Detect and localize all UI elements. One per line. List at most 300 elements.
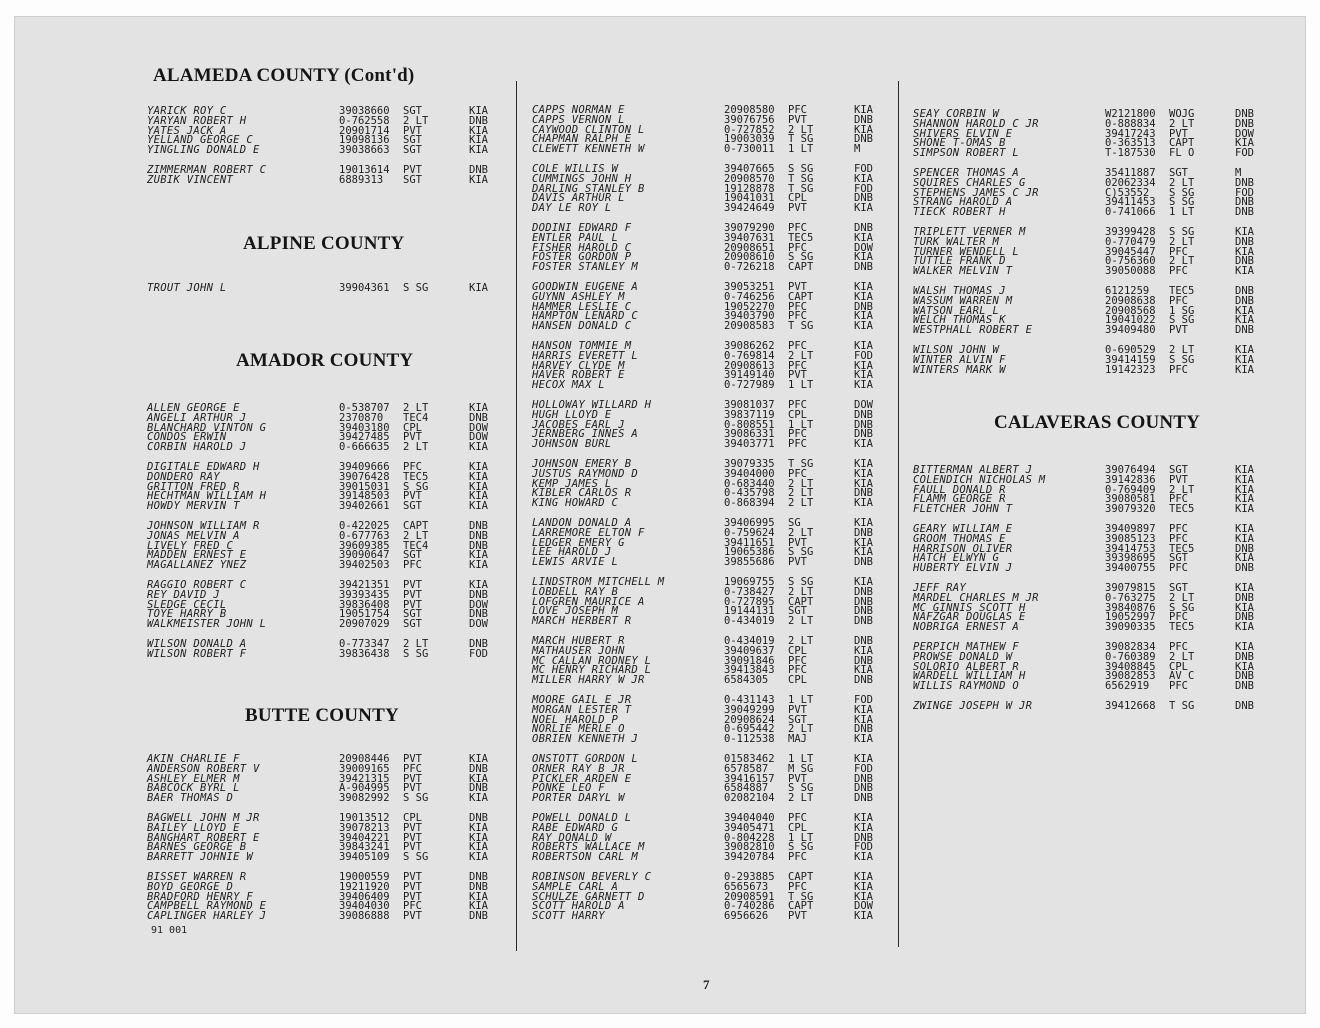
rank: SGT <box>403 500 422 513</box>
status-code: DNB <box>854 526 873 539</box>
serial-number: 0-760389 <box>1105 650 1156 663</box>
serial-number: 0-746256 <box>724 290 775 303</box>
casualty-name: GUYNN ASHLEY M <box>532 290 625 303</box>
status-code: DNB <box>854 222 873 234</box>
status-code: DNB <box>854 723 873 736</box>
rank: PVT <box>788 772 807 785</box>
rank: PVT <box>403 910 422 923</box>
rank: SG <box>788 517 801 529</box>
rank: TEC5 <box>1169 503 1195 516</box>
status-code: DNB <box>469 638 488 650</box>
status-code: KIA <box>854 576 873 588</box>
serial-number: 0-431143 <box>724 694 775 706</box>
casualty-name: HARRISON OLIVER <box>913 542 1013 555</box>
casualty-name: FOSTER STANLEY M <box>532 261 638 274</box>
serial-number: 0-727852 <box>724 123 775 136</box>
casualty-name: JOHNSON BURL <box>532 438 612 451</box>
serial-number: 39403790 <box>724 310 775 323</box>
casualty-name: MC HENRY RICHARD L <box>532 664 652 677</box>
rank: S SG <box>788 841 814 854</box>
casualty-name: HANSON TOMMIE M <box>532 340 632 352</box>
rank: PVT <box>788 113 807 126</box>
status-code: KIA <box>854 359 873 372</box>
status-code: KIA <box>1235 464 1254 476</box>
status-code: KIA <box>469 831 488 844</box>
status-code: KIA <box>469 500 488 513</box>
status-code: DNB <box>1235 117 1254 130</box>
serial-number: 35411887 <box>1105 167 1156 179</box>
status-code: DNB <box>854 831 873 844</box>
rank: PFC <box>788 222 807 234</box>
serial-number: 39076494 <box>1105 464 1156 476</box>
serial-number: 39050088 <box>1105 265 1156 278</box>
status-code: KIA <box>469 753 488 765</box>
casualty-name: WASSUM WARREN M <box>913 294 1013 307</box>
casualty-row <box>532 735 892 745</box>
rank: 2 LT <box>788 526 814 539</box>
rank: TEC5 <box>1169 542 1195 555</box>
serial-number: 19098136 <box>339 134 390 147</box>
status-code: KIA <box>469 772 488 785</box>
rank: CAPT <box>788 290 814 303</box>
status-code: KIA <box>469 441 488 454</box>
status-code: DNB <box>1235 324 1254 337</box>
rank: CPL <box>403 812 422 824</box>
serial-number: 20908580 <box>724 104 775 116</box>
status-code: KIA <box>854 880 873 893</box>
casualty-name: WILSON DONALD A <box>147 638 247 650</box>
rank: CAPT <box>1169 137 1195 150</box>
rank: PVT <box>403 579 422 591</box>
serial-number: 0-769814 <box>724 349 775 362</box>
casualty-name: LARREMORE ELTON F <box>532 526 645 539</box>
rank: PVT <box>788 703 807 716</box>
casualty-name: NOEL HAROLD P <box>532 713 619 726</box>
rank: PVT <box>403 821 422 834</box>
column-divider-1 <box>516 81 517 951</box>
casualty-name: MORGAN LESTER T <box>532 703 632 716</box>
casualty-name: YATES JACK A <box>147 124 227 137</box>
rank: PFC <box>788 438 807 451</box>
rank: PFC <box>1169 532 1188 545</box>
rank: T SG <box>788 172 814 185</box>
casualty-name: PICKLER ARDEN E <box>532 772 632 785</box>
status-code: DNB <box>469 164 488 176</box>
casualty-name: BAGWELL JOHN M JR <box>147 812 260 824</box>
serial-number: 19013614 <box>339 164 390 176</box>
status-code: DNB <box>854 428 873 441</box>
serial-number: 0-434019 <box>724 615 775 628</box>
rank: SGT <box>1169 582 1188 594</box>
serial-number: 19003039 <box>724 133 775 146</box>
footer-code: 91 001 <box>151 925 188 936</box>
serial-number: 39400755 <box>1105 562 1156 575</box>
serial-number: 19052997 <box>1105 611 1156 624</box>
status-code: DNB <box>469 762 488 775</box>
serial-number: 0-741066 <box>1105 206 1156 219</box>
rank: 2 LT <box>1169 344 1195 356</box>
casualty-name: CAPPS VERNON L <box>532 113 625 126</box>
serial-number: 0-769409 <box>1105 483 1156 496</box>
rank: T SG <box>788 133 814 146</box>
county-heading: ALAMEDA COUNTY (Cont'd) <box>153 65 415 86</box>
serial-number: 39148503 <box>339 490 390 503</box>
serial-number: 39086262 <box>724 340 775 352</box>
rank: CAPT <box>788 900 814 913</box>
casualty-row <box>532 499 892 509</box>
status-code: FOD <box>854 762 873 775</box>
serial-number: 02082104 <box>724 792 775 805</box>
status-code: DNB <box>469 539 488 552</box>
casualty-name: MARDEL CHARLES M JR <box>913 591 1039 604</box>
serial-number: 39081037 <box>724 399 775 411</box>
serial-number: 19000559 <box>339 871 390 883</box>
rank: S SG <box>403 282 429 294</box>
casualty-row <box>147 146 507 156</box>
rank: PFC <box>788 812 807 824</box>
rank: PVT <box>403 753 422 765</box>
rank: 2 LT <box>788 349 814 362</box>
rank: PFC <box>788 467 807 480</box>
rank: PFC <box>788 359 807 372</box>
rank: PVT <box>788 202 807 215</box>
casualty-row <box>532 853 892 863</box>
rank: PVT <box>788 536 807 549</box>
serial-number: 0-888834 <box>1105 117 1156 130</box>
rank: PFC <box>788 654 807 667</box>
rank: SGT <box>403 173 422 186</box>
casualty-name: CAPPS NORMAN E <box>532 104 625 116</box>
serial-number: 0-677763 <box>339 529 390 542</box>
casualty-name: GOODWIN EUGENE A <box>532 281 638 293</box>
serial-number: 19065386 <box>724 546 775 559</box>
casualty-name: ORNER RAY B JR <box>532 762 625 775</box>
casualty-name: CHAPMAN RALPH E <box>532 133 632 146</box>
status-code: KIA <box>469 821 488 834</box>
status-code: KIA <box>854 871 873 883</box>
casualty-name: JACOBES EARL J <box>532 418 625 431</box>
serial-number: 39053251 <box>724 281 775 293</box>
rank: PFC <box>788 104 807 116</box>
casualty-name: JUSTUS RAYMOND D <box>532 467 638 480</box>
status-code: FOD <box>854 694 873 706</box>
casualty-name: OBRIEN KENNETH J <box>532 733 638 746</box>
casualty-row <box>147 853 507 863</box>
serial-number: 6584887 <box>724 782 769 795</box>
rank: PFC <box>788 310 807 323</box>
rank: SGT <box>1169 167 1188 179</box>
casualty-name: CORBIN HAROLD J <box>147 441 247 454</box>
casualty-row <box>147 620 507 630</box>
casualty-name: WINTER ALVIN F <box>913 353 1006 366</box>
rank: 2 LT <box>788 585 814 598</box>
rank: PVT <box>403 431 422 444</box>
serial-number: 20908570 <box>724 172 775 185</box>
rank: CPL <box>788 408 807 421</box>
rank: CPL <box>788 644 807 657</box>
casualty-name: KEMP JAMES L <box>532 477 612 490</box>
status-code: KIA <box>854 320 873 333</box>
serial-number: 0-756360 <box>1105 255 1156 268</box>
status-code: M <box>1235 167 1242 179</box>
status-code: DNB <box>854 408 873 421</box>
serial-number: 39045447 <box>1105 245 1156 258</box>
casualty-name: DIGITALE EDWARD H <box>147 461 260 473</box>
casualty-name: GRITTON FRED R <box>147 480 240 493</box>
status-code: DNB <box>1235 591 1254 604</box>
rank: S SG <box>403 792 429 805</box>
status-code: DNB <box>469 812 488 824</box>
status-code: KIA <box>854 281 873 293</box>
casualty-name: JONAS MELVIN A <box>147 529 240 542</box>
rank: TEC5 <box>1169 285 1195 297</box>
status-code: FOD <box>469 647 488 660</box>
serial-number: 0-868394 <box>724 497 775 510</box>
casualty-name: GEARY WILLIAM E <box>913 523 1013 535</box>
casualty-name: MADDEN ERNEST E <box>147 549 247 562</box>
casualty-name: SIMPSON ROBERT L <box>913 147 1019 160</box>
rank: S SG <box>1169 186 1195 199</box>
casualty-name: YINGLING DONALD E <box>147 144 260 157</box>
serial-number: 39393435 <box>339 588 390 601</box>
serial-number: 20908610 <box>724 251 775 264</box>
status-code: DNB <box>854 595 873 608</box>
serial-number: 39086888 <box>339 910 390 923</box>
status-code: KIA <box>469 461 488 473</box>
casualty-name: SAMPLE CARL A <box>532 880 619 893</box>
casualty-name: TIECK ROBERT H <box>913 206 1006 219</box>
serial-number: 39038663 <box>339 144 390 157</box>
status-code: KIA <box>854 812 873 824</box>
casualty-name: WARDELL WILLIAM H <box>913 670 1026 683</box>
serial-number: 39424649 <box>724 202 775 215</box>
rank: 2 LT <box>788 615 814 628</box>
rank: PVT <box>403 831 422 844</box>
status-code: KIA <box>854 369 873 382</box>
status-code: KIA <box>1235 532 1254 545</box>
rank: S SG <box>1169 196 1195 209</box>
casualty-name: WINTERS MARK W <box>913 363 1006 376</box>
casualty-name: HATCH ELWYN G <box>913 552 1000 565</box>
rank: 2 LT <box>403 441 429 454</box>
rank: T SG <box>788 320 814 333</box>
rank: 2 LT <box>788 123 814 136</box>
status-code: KIA <box>1235 363 1254 376</box>
rank: 2 LT <box>788 635 814 647</box>
status-code: KIA <box>854 910 873 923</box>
serial-number: 39079290 <box>724 222 775 234</box>
rank: CPL <box>1169 660 1188 673</box>
status-code: KIA <box>1235 552 1254 565</box>
rank: 2 LT <box>788 487 814 500</box>
status-code: KIA <box>469 890 488 903</box>
rank: 2 LT <box>788 723 814 736</box>
serial-number: 0-666635 <box>339 441 390 454</box>
status-code: KIA <box>854 733 873 746</box>
rank: MAJ <box>788 733 807 746</box>
serial-number: 19041022 <box>1105 314 1156 327</box>
status-code: DNB <box>854 487 873 500</box>
serial-number: 0-727895 <box>724 595 775 608</box>
rank: WOJG <box>1169 108 1195 120</box>
status-code: KIA <box>469 579 488 591</box>
casualty-name: DAY LE ROY L <box>532 202 612 215</box>
status-code: KIA <box>1235 226 1254 238</box>
serial-number: 39404040 <box>724 812 775 824</box>
column-divider-2 <box>898 81 899 947</box>
status-code: DNB <box>854 674 873 687</box>
serial-number: 39015031 <box>339 480 390 493</box>
casualty-row <box>147 794 507 804</box>
serial-number: 39836408 <box>339 598 390 611</box>
rank: S SG <box>1169 226 1195 238</box>
status-code: DNB <box>1235 285 1254 297</box>
status-code: KIA <box>854 713 873 726</box>
status-code: DOW <box>469 431 488 444</box>
casualty-name: HAVER ROBERT E <box>532 369 625 382</box>
status-code: DOW <box>469 618 488 631</box>
rank: TEC4 <box>403 539 429 552</box>
serial-number: 39402661 <box>339 500 390 513</box>
casualty-name: MOORE GAIL E JR <box>532 694 632 706</box>
status-code: KIA <box>854 703 873 716</box>
rank: PFC <box>1169 265 1188 278</box>
rank: SGT <box>403 134 422 147</box>
rank: PVT <box>403 880 422 893</box>
casualty-name: WELCH THOMAS K <box>913 314 1006 327</box>
rank: 2 LT <box>403 114 429 127</box>
serial-number: 20908446 <box>339 753 390 765</box>
serial-number: 39403180 <box>339 421 390 434</box>
casualty-row <box>532 440 892 450</box>
status-code: KIA <box>854 664 873 677</box>
casualty-name: BRADFORD HENRY F <box>147 890 253 903</box>
serial-number: 39085123 <box>1105 532 1156 545</box>
serial-number: 20901714 <box>339 124 390 137</box>
status-code: KIA <box>469 470 488 483</box>
casualty-name: BISSET WARREN R <box>147 871 247 883</box>
status-code: DNB <box>854 113 873 126</box>
status-code: DNB <box>1235 650 1254 663</box>
serial-number: 39411453 <box>1105 196 1156 209</box>
status-code: FOD <box>854 841 873 854</box>
status-code: KIA <box>854 231 873 244</box>
casualty-name: BARNES GEORGE B <box>147 841 247 854</box>
status-code: KIA <box>469 549 488 562</box>
status-code: KIA <box>854 467 873 480</box>
casualty-row <box>147 912 507 922</box>
casualty-row <box>532 676 892 686</box>
casualty-row <box>147 284 507 294</box>
rank: S SG <box>788 251 814 264</box>
rank: T SG <box>1169 700 1195 712</box>
rank: 2 LT <box>1169 591 1195 604</box>
serial-number: 19069755 <box>724 576 775 588</box>
serial-number: 19142323 <box>1105 363 1156 376</box>
rank: 2 LT <box>1169 650 1195 663</box>
rank: S SG <box>788 546 814 559</box>
status-code: KIA <box>854 644 873 657</box>
casualty-name: MC GINNIS SCOTT H <box>913 601 1026 614</box>
status-code: KIA <box>1235 493 1254 506</box>
status-code: KIA <box>1235 314 1254 327</box>
casualty-name: NORLIE MERLE O <box>532 723 625 736</box>
serial-number: 39420784 <box>724 851 775 864</box>
rank: PVT <box>403 124 422 137</box>
casualty-row <box>913 702 1273 712</box>
status-code: KIA <box>854 546 873 559</box>
casualty-name: ENTLER PAUL L <box>532 231 619 244</box>
casualty-name: ANDERSON ROBERT V <box>147 762 260 775</box>
rank: PFC <box>1169 363 1188 376</box>
casualty-name: REY DAVID J <box>147 588 220 601</box>
serial-number: 20908638 <box>1105 294 1156 307</box>
county-heading: ALPINE COUNTY <box>243 233 405 254</box>
status-code: KIA <box>854 340 873 352</box>
rank: S SG <box>788 163 814 175</box>
serial-number: 39413843 <box>724 664 775 677</box>
status-code: FOD <box>854 349 873 362</box>
status-code: KIA <box>854 438 873 451</box>
casualty-row <box>532 794 892 804</box>
casualty-name: HARRIS EVERETT L <box>532 349 638 362</box>
rank: CPL <box>788 674 807 687</box>
rank: CAPT <box>403 520 429 532</box>
serial-number: 39142836 <box>1105 473 1156 486</box>
rank: 2 LT <box>1169 117 1195 130</box>
status-code: DNB <box>854 192 873 205</box>
rank: PFC <box>1169 562 1188 575</box>
casualty-name: CAMPBELL RAYMOND E <box>147 900 267 913</box>
casualty-row <box>913 363 1273 376</box>
status-code: DNB <box>1235 542 1254 555</box>
serial-number: 39407631 <box>724 231 775 244</box>
rank: 2 LT <box>1169 255 1195 268</box>
rank: PVT <box>1169 127 1188 140</box>
status-code: KIA <box>1235 353 1254 366</box>
rank: T SG <box>788 890 814 903</box>
rank: 2 LT <box>788 477 814 490</box>
status-code: KIA <box>854 890 873 903</box>
casualty-name: STEPHENS JAMES C JR <box>913 186 1039 199</box>
rank: PVT <box>403 490 422 503</box>
casualty-name: HECHTMAN WILLIAM H <box>147 490 267 503</box>
status-code: DNB <box>854 418 873 431</box>
serial-number: 39405471 <box>724 821 775 834</box>
serial-number: 20908613 <box>724 359 775 372</box>
serial-number: 19144131 <box>724 605 775 618</box>
status-code: DNB <box>1235 255 1254 268</box>
rank: TEC5 <box>403 470 429 483</box>
serial-number: 0-695442 <box>724 723 775 736</box>
rank: SGT <box>403 618 422 631</box>
rank: TEC4 <box>403 411 429 424</box>
status-code: KIA <box>1235 601 1254 614</box>
rank: 2 LT <box>1169 176 1195 189</box>
casualty-name: SLEDGE CECIL <box>147 598 227 611</box>
casualty-name: KIBLER CARLOS R <box>532 487 632 500</box>
serial-number: 39409637 <box>724 644 775 657</box>
casualty-name: WALSH THOMAS J <box>913 285 1006 297</box>
casualty-name: DODINI EDWARD F <box>532 222 632 234</box>
casualty-name: LEDGER EMERY G <box>532 536 625 549</box>
rank: SGT <box>788 713 807 726</box>
casualty-row <box>532 912 892 922</box>
status-code: KIA <box>854 104 873 116</box>
casualty-name: MAGALLANEZ YNEZ <box>147 559 247 572</box>
status-code: DNB <box>1235 700 1254 712</box>
casualty-name: HANSEN DONALD C <box>532 320 632 333</box>
